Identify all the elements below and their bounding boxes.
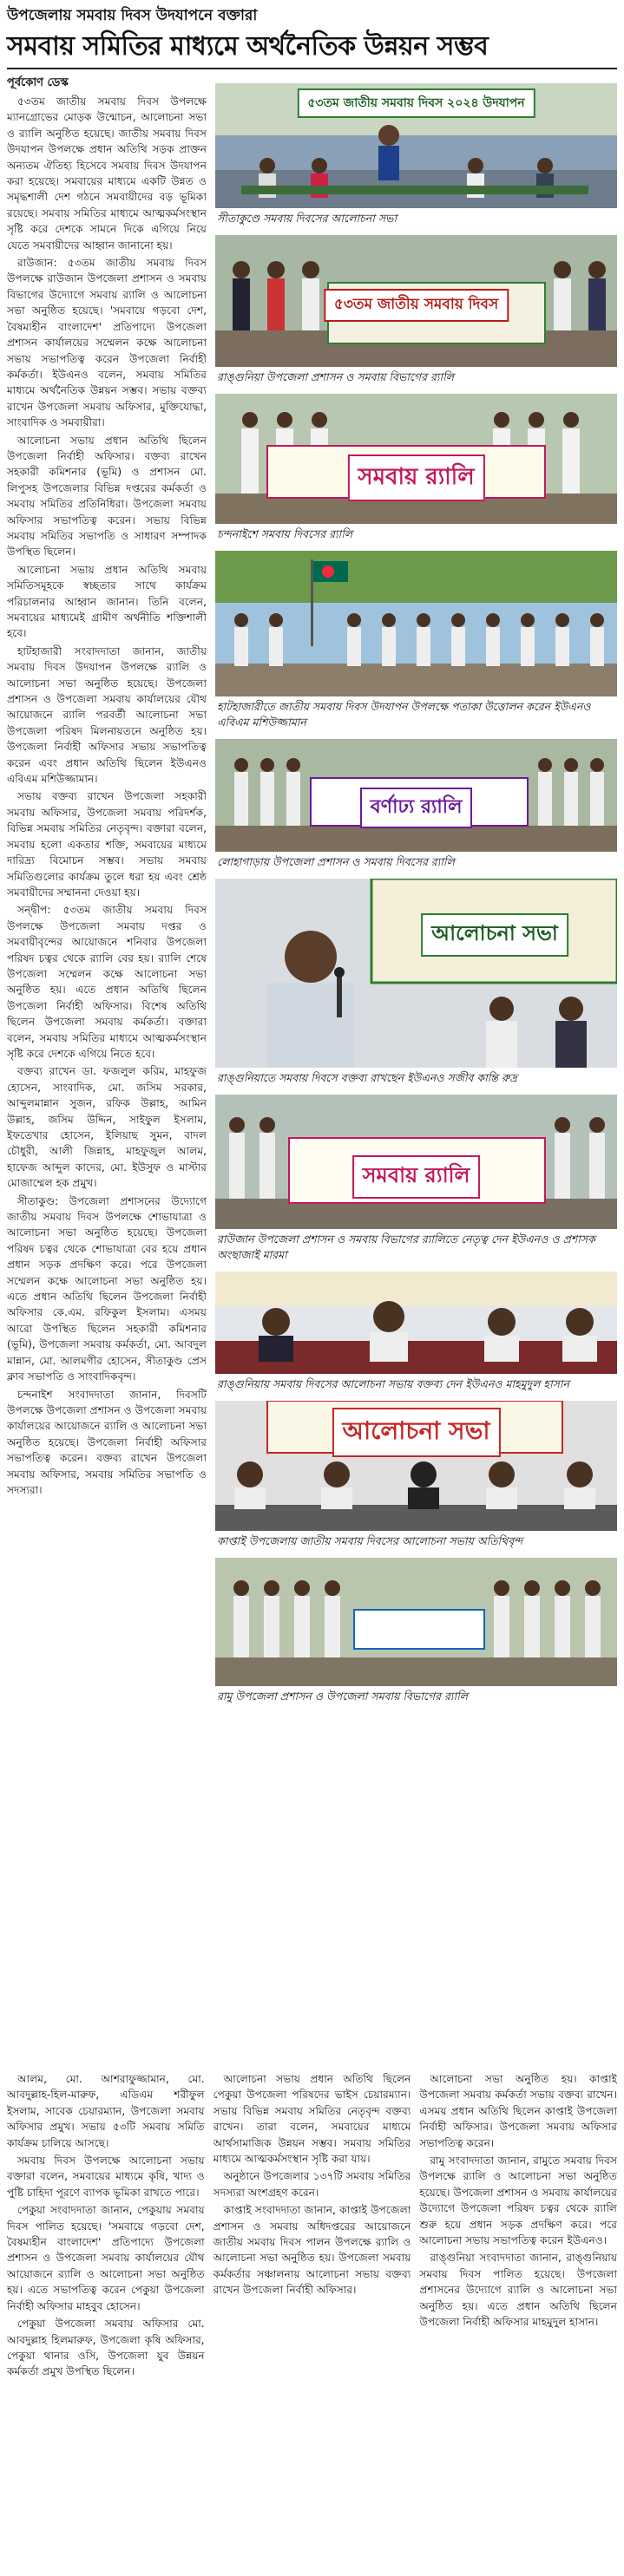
paragraph: ৫৩তম জাতীয় সমবায় দিবস উপলক্ষে ম্যানগ্রোভের মোড়ক উন্মোচন, আলোচনা সভা ও র‌্যালি অনুষ্ঠিত হয়েছে। জাতীয় সমবায় দিবস উদযাপন উপলক্ষে প্রধান অতিথি সড়ক প্রাক্তন অন্যতম ঐতিহ্য হিসেবে সমবায় দিবস উদযাপন করা হয়েছে। সমবায়ের মাধ্যমে একটি উন্নত ও সমৃদ্ধশালী দেশ গঠনে সমবায়ীদের বড় ভূমিকা রয়েছে। সমবায় সমিতির মাধ্যমে আত্মকর্মসংস্থান সৃষ্টি করে দেশকে সামনে দিকে এগিয়ে নিয়ে যেতে সমবায়ীদের আহ্বান জানানো হয়। [7, 95, 207, 252]
photo-banner: সমবায় র‌্যালি [347, 454, 484, 501]
news-photo [215, 1558, 617, 1686]
photo-block [215, 1558, 617, 1710]
photo-caption: রাঙ্গুনিয়া উপজেলা প্রশাসন ও সমবায় বিভাগের র‌্যালি [217, 370, 454, 383]
paragraph: পেকুয়া সংবাদদাতা জানান, পেকুয়ায় সমবায় দিবস পালিত হয়েছে। 'সমবায়ে গড়বো দেশ, বৈষম্যহীন বাংলাদেশ' প্রতিপাদ্যে উপজেলা প্রশাসন ও উপজেলা সমবায় কার্যালয়ের যৌথ আয়োজনে র‌্যালি ও আলোচনা সভা অনুষ্ঠিত হয়। এতে সভাপতিত্ব করেন পেকুয়া উপজেলা নির্বাহী অফিসার মাহবুব হোসেন। [7, 2204, 205, 2312]
paragraph: রাঙ্গুনিয়া সংবাদদাতা জানান, রাঙ্গুনিয়ায় সমবায় দিবস পালিত হয়েছে। উপজেলা প্রশাসনের উদ্যোগে র‌্যালি ও আলোচনা সভা অনুষ্ঠিত হয়। এতে প্রধান অতিথি ছিলেন উপজেলা নির্বাহী অফিসার মাহমুদুল হাসান। [419, 2252, 617, 2329]
paragraph: হাটহাজারী সংবাদদাতা জানান, জাতীয় সমবায় দিবস উদযাপন উপলক্ষে র‌্যালি ও আলোচনা সভা অনুষ্ঠিত হয়েছে। উপজেলা প্রশাসন ও উপজেলা সমবায় কার্যালয়ের যৌথ আয়োজনে র‌্যালি পরবর্তী আলোচনা সভা উপজেলা পরিষদ মিলনায়তনে অনুষ্ঠিত হয়। উপজেলা নির্বাহী অফিসার সভায় সভাপতিত্ব করেন এবং প্রধান অতিথি ছিলেন ইউএনও এবিএম মশিউজ্জামান। [7, 644, 207, 786]
paragraph: সন্দ্বীপ: ৫৩তম জাতীয় সমবায় দিবস উপলক্ষে উপজেলা সমবায় দপ্তর ও সমবায়ীবৃন্দের আয়োজনে শনিবার উপজেলা পরিষদ চত্বর থেকে র‌্যালি বের হয়। র‌্যালি শেষে উপজেলা সম্মেলন কক্ষে আলোচনা সভা অনুষ্ঠিত হয়। এতে প্রধান অতিথি ছিলেন উপজেলা নির্বাহী অফিসার। বিশেষ অতিথি ছিলেন উপজেলা সমবায় কর্মকর্তা। বক্তারা বলেন, সমবায় সমিতির মাধ্যমে আত্মকর্মসংস্থান সৃষ্টি করে দেশকে এগিয়ে নিতে হবে। [7, 904, 207, 1060]
photo-block [215, 1272, 617, 1397]
photo-block [215, 394, 617, 547]
news-photo [215, 1095, 617, 1229]
speech-photo [215, 879, 617, 1068]
byline: পূর্বকোণ ডেস্ক [7, 76, 69, 89]
left-column [7, 94, 207, 2063]
news-photo [215, 235, 617, 367]
photo-block [215, 879, 617, 1091]
paragraph: সমবায় দিবস উপলক্ষে আলোচনা সভায় বক্তারা বলেন, সমবায়ের মাধ্যমে কৃষি, খাদ্য ও পুষ্টি চাহিদা পূরণে ব্যাপক ভূমিকা রাখতে পারে। [7, 2154, 205, 2199]
photo-banner: আলোচনা সভা [421, 913, 568, 957]
paragraph: রাউজান: ৫৩তম জাতীয় সমবায় দিবস উপলক্ষে রাউজান উপজেলা প্রশাসন ও সমবায় বিভাগের উদ্যোগে সমবায় র‌্যালি ও আলোচনা সভা অনুষ্ঠিত হয়েছে। 'সমবায়ে গড়বো দেশ, বৈষম্যহীন বাংলাদেশ' প্রতিপাদ্যে উপজেলা প্রশাসন কার্যালয়ের সম্মেলন কক্ষে আলোচনা সভায় সভাপতিত্ব করেন উপজেলা নির্বাহী কর্মকর্তা। ইউএনও বলেন, সমবায় সমিতির মাধ্যমে অর্থনৈতিক উন্নয়ন সম্ভব। সভায় বক্তব্য রাখেন উপজেলা সমবায় অফিসার, মুক্তিযোদ্ধা, সাংবাদিক ও সমবায়ীরা। [7, 257, 207, 429]
photo-block [215, 1095, 617, 1268]
flag-hoisting-photo [215, 551, 617, 696]
bottom-column [419, 2071, 617, 2567]
headline-rule [7, 68, 617, 69]
news-photo [215, 1401, 617, 1531]
paragraph: আলম, মো. আশরাফুজ্জামান, মো. আবদুল্লাহ-হিল-মারুফ, এডিএম শরীফুল ইসলাম, সাবেক চেয়ারম্যান, উপজেলা সমবায় অফিসার প্রমুখ। সভায় ৫৩টি সমবায় সমিতি কার্যক্রম চালিয়ে আসছে। [7, 2073, 205, 2149]
photo-block [215, 739, 617, 875]
photo-caption: রাঙ্গুনিয়ায় সমবায় দিবসের আলোচনা সভায় বক্তব্য দেন ইউএনও মাহমুদুল হাসান [217, 1377, 569, 1390]
paragraph: সভায় বক্তব্য রাখেন উপজেলা সহকারী সমবায় অফিসার, উপজেলা সমবায় পরিদর্শক, বিভিন্ন সমবায় সমিতির নেতৃবৃন্দ। বক্তারা বলেন, সমবায় হলো একতার শক্তি, সমবায়ের মাধ্যমে দারিদ্র্য বিমোচন সম্ভব। সভায় সমবায় সমিতিগুলোর কার্যক্রম তুলে ধরা হয় এবং শ্রেষ্ঠ সমবায়ীদের সম্মাননা দেওয়া হয়। [7, 790, 207, 899]
photo-caption: চন্দনাইশে সমবায় দিবসের র‌্যালি [217, 527, 353, 540]
kicker: উপজেলায় সমবায় দিবস উদযাপনে বক্তারা [7, 7, 258, 24]
news-photo [215, 739, 617, 852]
photo-banner: বর্ণাঢ্য র‌্যালি [360, 788, 473, 828]
paragraph: আলোচনা সভা অনুষ্ঠিত হয়। কাপ্তাই উপজেলা সমবায় কর্মকর্তা সভায় বক্তব্য রাখেন। এসময় প্রধান অতিথি ছিলেন কাপ্তাই উপজেলা নির্বাহী অফিসার। উপজেলা সমবায় অফিসার সভাপতিত্ব করেন। [419, 2073, 617, 2149]
paragraph: অনুষ্ঠানে উপজেলার ১৩৭টি সমবায় সমিতির সদস্যরা অংশগ্রহণ করেন। [213, 2170, 411, 2199]
paragraph: চন্দনাইশ সংবাদদাতা জানান, দিবসটি উপলক্ষে উপজেলা প্রশাসন ও উপজেলা সমবায় কার্যালয়ের আয়োজনে র‌্যালি ও আলোচনা সভা অনুষ্ঠিত হয়েছে। উপজেলা নির্বাহী অফিসার সভাপতিত্ব করেন। বক্তব্য রাখেন উপজেলা সমবায় অফিসার, সমবায় সমিতির সভাপতি ও সদস্যরা। [7, 1388, 207, 1496]
photo-caption: রামু উপজেলা প্রশাসন ও উপজেলা সমবায় বিভাগের র‌্যালি [217, 1690, 468, 1703]
bottom-column [7, 2071, 205, 2567]
photo-caption: সীতাকুণ্ডে সমবায় দিবসের আলোচনা সভা [217, 212, 397, 225]
photo-block [215, 235, 617, 390]
photo-caption: লোহাগাড়ায় উপজেলা প্রশাসন ও সমবায় দিবসের র‌্যালি [217, 855, 455, 868]
photo-banner: সমবায় র‌্যালি [352, 1155, 481, 1199]
bottom-column [213, 2071, 411, 2567]
photo-column [215, 83, 617, 1713]
paragraph: আলোচনা সভায় প্রধান অতিথি সমবায় সমিতিসমূহকে স্বচ্ছতার সাথে কার্যক্রম পরিচালনার আহ্বান জানান। তিনি বলেন, সমবায়ের মাধ্যমেই গ্রামীণ অর্থনীতি শক্তিশালী হবে। [7, 563, 207, 640]
paragraph: বক্তব্য রাখেন ডা. ফজলুল করিম, মাহফুজ হোসেন, সাংবাদিক, মো. জসিম সরকার, আব্দুলমান্নান সুজন, রফিক উল্লাহ, আমিন উল্লাহ, জসিম উদ্দিন, সাইফুল ইসলাম, ইফতেখার হোসেন, ইলিয়াছ সুমন, বাদল চৌধুরী, আলী জিন্নাহ, মাহফুজুল আলম, হাফেজ আব্দুল কাদের, মো. ইউসুফ ও মাস্টার মোজাম্মেল হক প্রমুখ। [7, 1065, 207, 1190]
photo-caption: কাপ্তাই উপজেলায় জাতীয় সমবায় দিবসের আলোচনা সভায় অতিথিবৃন্দ [217, 1534, 523, 1547]
paragraph: সীতাকুণ্ড: উপজেলা প্রশাসনের উদ্যোগে জাতীয় সমবায় দিবস উপলক্ষে শোভাযাত্রা ও আলোচনা সভা অনুষ্ঠিত হয়েছে। উপজেলা পরিষদ চত্বর থেকে শোভাযাত্রা বের হয়ে প্রধান প্রধান সড়ক প্রদক্ষিণ করে। পরে উপজেলা সম্মেলন কক্ষে আলোচনা সভা অনুষ্ঠিত হয়। এতে প্রধান অতিথি ছিলেন উপজেলা নির্বাহী অফিসার কে.এম. রফিকুল ইসলাম। এসময় আরো উপস্থিত ছিলেন সহকারী কমিশনার (ভূমি), উপজেলা সমবায় কর্মকর্তা, মো. আবদুল মান্নান, মো. আলমগীর হোসেন, সীতাকুণ্ড প্রেস ক্লাব সভাপতি ও সাংবাদিকবৃন্দ। [7, 1194, 207, 1383]
photo-caption: হাটহাজারীতে জাতীয় সমবায় দিবস উদযাপন উপলক্ষে পতাকা উত্তোলন করেন ইউএনও এবিএম মশিউজ্জামান [217, 700, 591, 729]
photo-block [215, 1401, 617, 1554]
news-photo [215, 394, 617, 524]
photo-block [215, 83, 617, 232]
paragraph: পেকুয়া উপজেলা সমবায় অফিসার মো. আবদুল্লাহ হিলমারুফ, উপজেলা কৃষি অফিসার, পেকুয়া থানার ওসি, উপজেলা যুব উন্নয়ন কর্মকর্তা প্রমুখ উপস্থিত ছিলেন। [7, 2318, 205, 2378]
photo-banner: ৫৩তম জাতীয় সমবায় দিবস [324, 289, 509, 322]
photo-caption: রাঙ্গুনিয়াতে সমবায় দিবসে বক্তব্য রাখছেন ইউএনও সজীব কান্তি রুদ্র [217, 1071, 517, 1084]
bottom-columns [7, 2071, 617, 2567]
photo-caption: রাউজান উপজেলা প্রশাসন ও সমবায় বিভাগের র‌্যালিতে নেতৃত্ব দেন ইউএনও ও প্রশাসক অংছাজাই মারমা [217, 1232, 595, 1261]
paragraph: আলোচনা সভায় প্রধান অতিথি ছিলেন পেকুয়া উপজেলা পরিষদের ভাইস চেয়ারম্যান। সভায় বিভিন্ন সমবায় সমিতির নেতৃবৃন্দ বক্তব্য রাখেন। তারা বলেন, সমবায়ের মাধ্যমে আর্থসামাজিক উন্নয়ন সম্ভব। সমবায় সমিতির মাধ্যমে আত্মকর্মসংস্থান সৃষ্টি করা যায়। [213, 2073, 411, 2166]
news-photo [215, 551, 617, 696]
news-photo [215, 879, 617, 1068]
photo-banner: ৫৩তম জাতীয় সমবায় দিবস ২০২৪ উদযাপন [297, 88, 535, 118]
headline: সমবায় সমিতির মাধ্যমে অর্থনৈতিক উন্নয়ন সম্ভব [7, 31, 489, 62]
rally-photo [215, 1558, 617, 1686]
meeting-photo [215, 1272, 617, 1374]
news-photo [215, 83, 617, 208]
photo-banner: আলোচনা সভা [332, 1408, 500, 1457]
photo-block [215, 551, 617, 736]
paragraph: কাপ্তাই সংবাদদাতা জানান, কাপ্তাই উপজেলা প্রশাসন ও সমবায় অধিদপ্তরের আয়োজনে জাতীয় সমবায় দিবস পালন উপলক্ষে র‌্যালি ও আলোচনা সভা অনুষ্ঠিত হয়। উপজেলা সমবায় কর্মকর্তার সঞ্চালনায় আলোচনা সভায় বক্তব্য রাখেন উপজেলা নির্বাহী অফিসার। [213, 2204, 411, 2297]
paragraph: আলোচনা সভায় প্রধান অতিথি ছিলেন উপজেলা নির্বাহী অফিসার। বক্তব্য রাখেন সহকারী কমিশনার (ভূমি) ও প্রশাসন মো. লিপুসহ উপজেলার বিভিন্ন দপ্তরের কর্মকর্তা ও সমবায় সমিতির প্রতিনিধিরা। উপজেলা সমবায় অফিসার সভাপতিত্ব করেন। সভায় বিভিন্ন সমবায় সমিতির সভাপতি ও সাধারণ সম্পাদক উপস্থিত ছিলেন। [7, 434, 207, 559]
news-photo [215, 1272, 617, 1374]
paragraph: রামু সংবাদদাতা জানান, রামুতে সমবায় দিবস উপলক্ষে র‌্যালি ও আলোচনা সভা অনুষ্ঠিত হয়েছে। উপজেলা প্রশাসন ও সমবায় কার্যালয়ের উদ্যোগে উপজেলা পরিষদ চত্বর থেকে র‌্যালি শুরু হয়ে প্রধান সড়ক প্রদক্ষিণ করে। পরে আলোচনা সভায় সভাপতিত্ব করেন ইউএনও। [419, 2154, 617, 2247]
